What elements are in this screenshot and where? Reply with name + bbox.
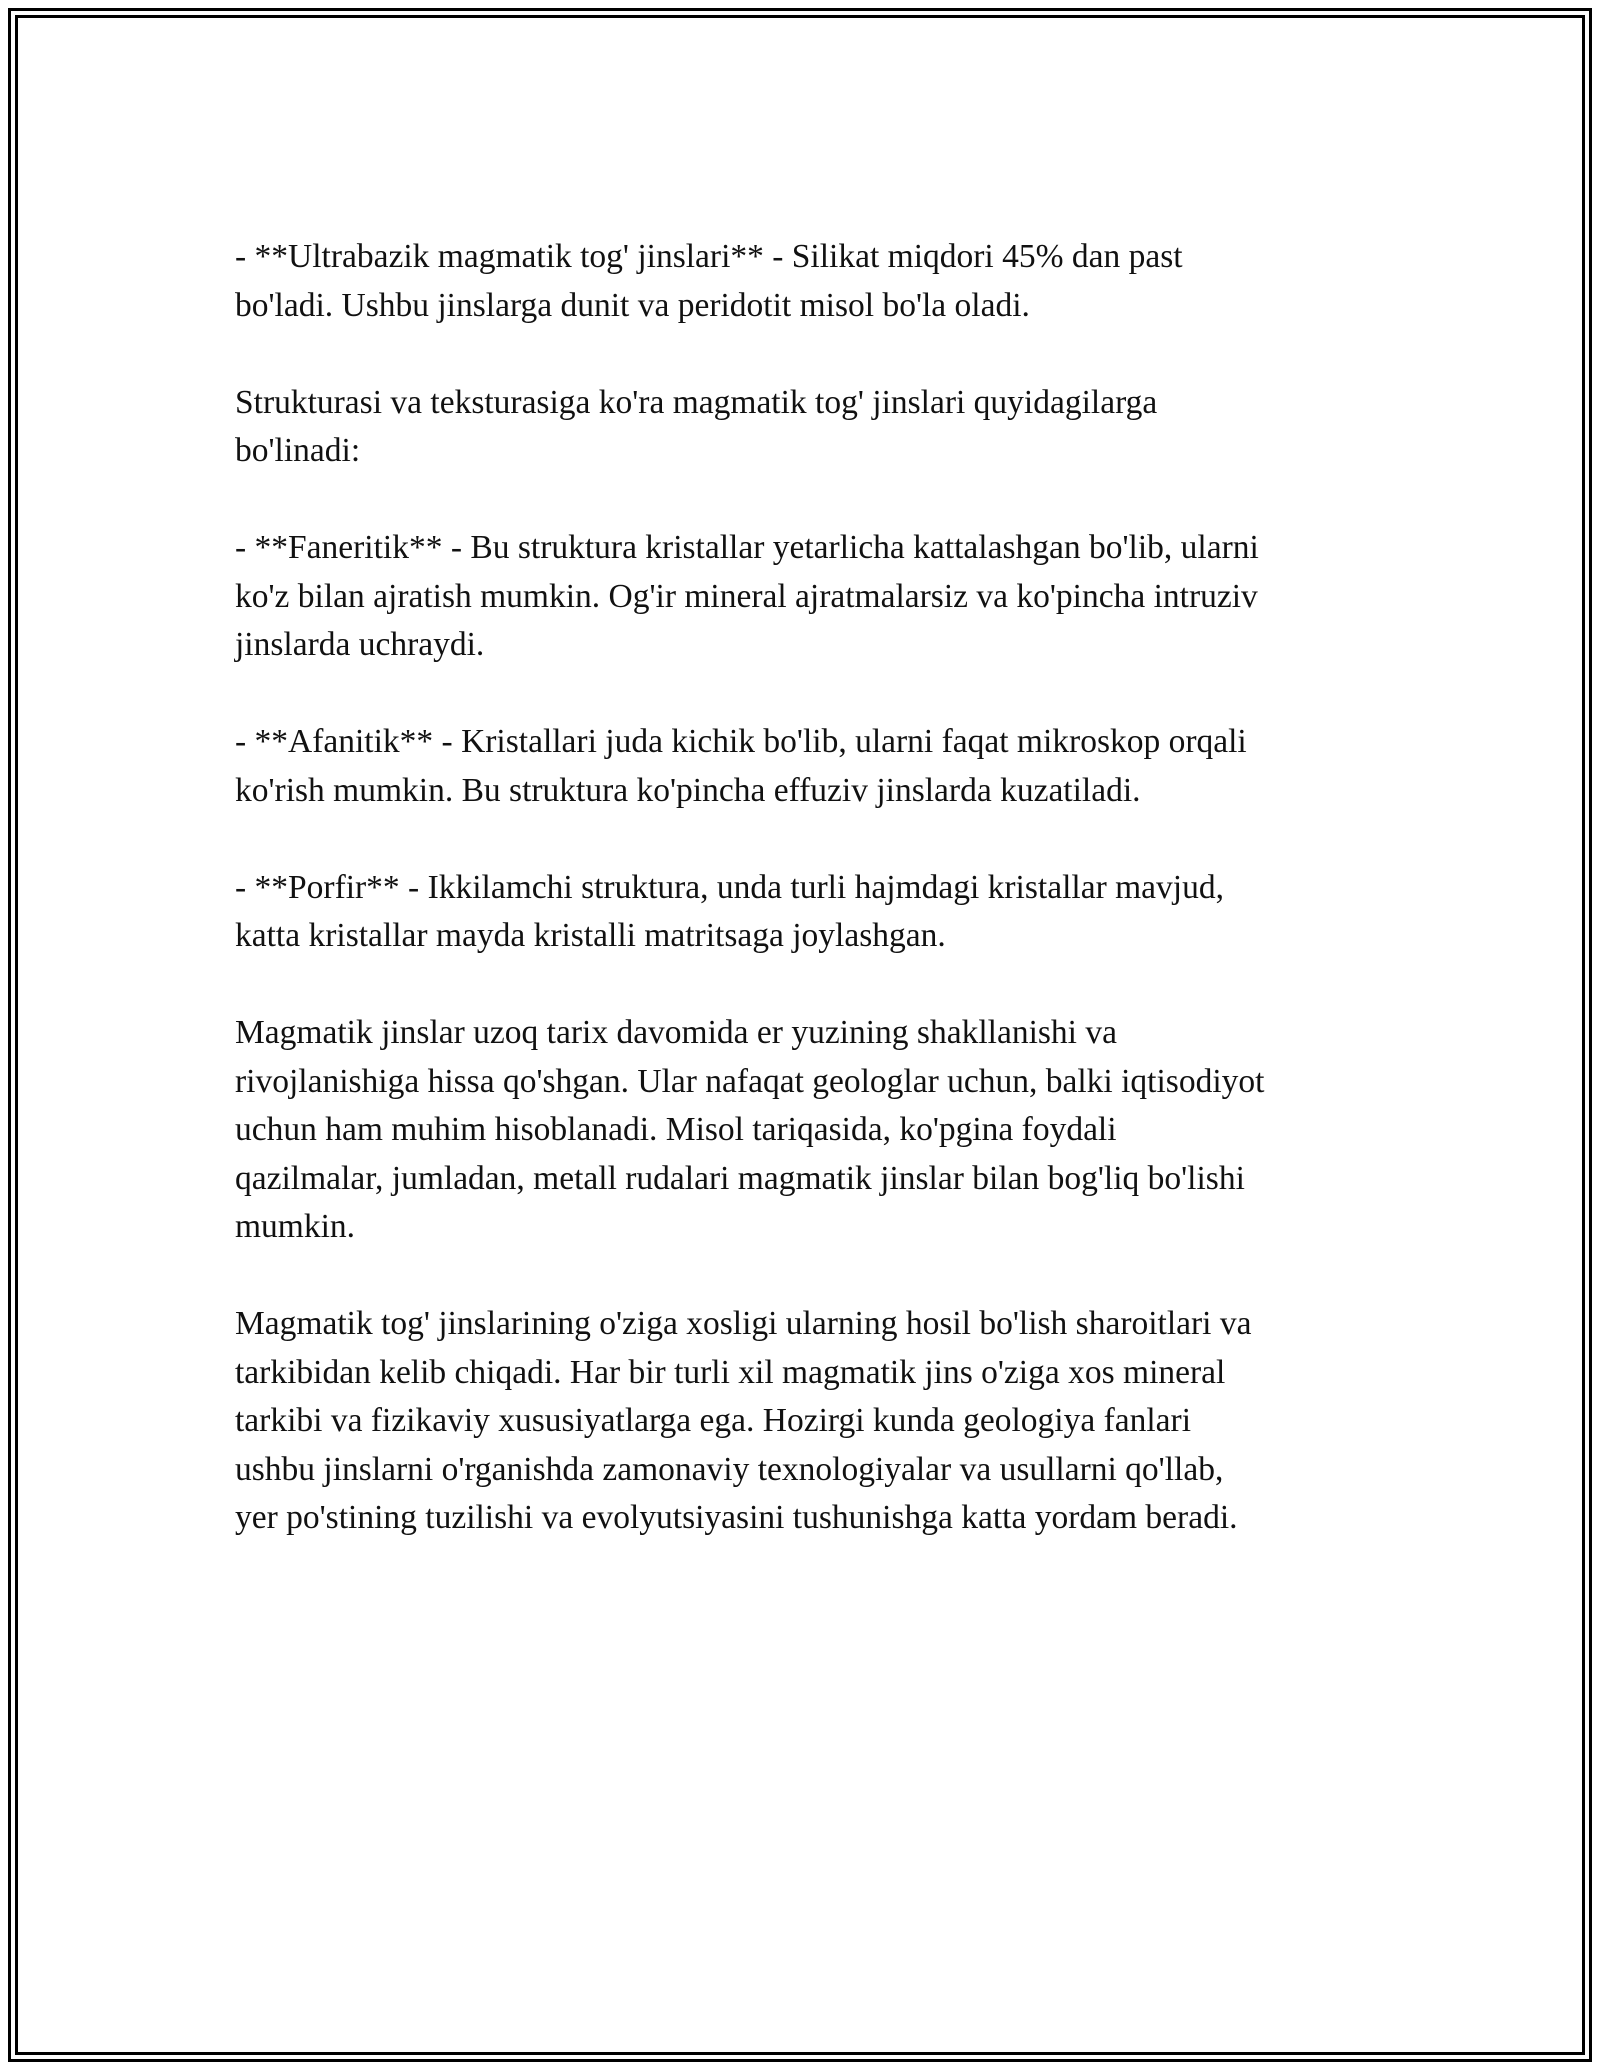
paragraph-conclusion [235, 1300, 1375, 1543]
paragraph-ultrabazik-line-1: - **Ultrabazik magmatik tog' jinslari** - Silikat miqdori 45% dan past [235, 238, 1183, 275]
paragraph-faneritik [235, 524, 1375, 670]
paragraph-ultrabazik [235, 233, 1375, 330]
paragraph-porfir-line-1: - **Porfir** - Ikkilamchi struktura, unda turli hajmdagi kristallar mavjud, [235, 868, 1224, 906]
paragraph-conclusion-line-3: tarkibi va fizikaviy xususiyatlarga ega. Hozirgi kunda geologiya fanlari [235, 1402, 1192, 1439]
paragraph-history [235, 1009, 1375, 1252]
paragraph-afanitik-line-2: ko'rish mumkin. Bu struktura ko'pincha effuziv jinslarda kuzatiladi. [235, 771, 1141, 809]
paragraph-afanitik [235, 718, 1375, 815]
paragraph-faneritik-line-3: jinslarda uchraydi. [235, 626, 485, 663]
paragraph-conclusion-line-1: Magmatik tog' jinslarining o'ziga xosligi ularning hosil bo'lish sharoitlari va [235, 1305, 1252, 1342]
paragraph-faneritik-line-1: - **Faneritik** - Bu struktura kristallar yetarlicha kattalashgan bo'lib, ularni [235, 529, 1259, 566]
paragraph-history-line-3: uchun ham muhim hisoblanadi. Misol tariqasida, ko'pgina foydali [235, 1111, 1117, 1148]
document-body [235, 233, 1375, 1543]
paragraph-history-line-5: mumkin. [235, 1208, 356, 1245]
paragraph-structure-intro-line-2: bo'linadi: [235, 432, 361, 469]
paragraph-structure-intro [235, 379, 1375, 476]
paragraph-history-line-1: Magmatik jinslar uzoq tarix davomida er yuzining shakllanishi va [235, 1014, 1117, 1051]
paragraph-history-line-4: qazilmalar, jumladan, metall rudalari magmatik jinslar bilan bog'liq bo'lishi [235, 1159, 1245, 1197]
paragraph-structure-intro-line-1: Strukturasi va teksturasiga ko'ra magmatik tog' jinslari quyidagilarga [235, 383, 1158, 421]
paragraph-porfir-line-2: katta kristallar mayda kristalli matritsaga joylashgan. [235, 917, 946, 954]
paragraph-ultrabazik-line-2: bo'ladi. Ushbu jinslarga dunit va peridotit misol bo'la oladi. [235, 286, 1030, 324]
paragraph-faneritik-line-2: ko'z bilan ajratish mumkin. Og'ir mineral ajratmalarsiz va ko'pincha intruziv [235, 577, 1258, 615]
paragraph-afanitik-line-1: - **Afanitik** - Kristallari juda kichik bo'lib, ularni faqat mikroskop orqali [235, 723, 1247, 760]
paragraph-conclusion-line-2: tarkibidan kelib chiqadi. Har bir turli xil magmatik jins o'ziga xos mineral [235, 1353, 1226, 1391]
paragraph-conclusion-line-4: ushbu jinslarni o'rganishda zamonaviy texnologiyalar va usullarni qo'llab, [235, 1450, 1224, 1488]
paragraph-conclusion-line-5: yer po'stining tuzilishi va evolyutsiyasini tushunishga katta yordam beradi. [235, 1499, 1238, 1536]
paragraph-porfir [235, 864, 1375, 961]
paragraph-history-line-2: rivojlanishiga hissa qo'shgan. Ular nafaqat geologlar uchun, balki iqtisodiyot [235, 1062, 1265, 1100]
